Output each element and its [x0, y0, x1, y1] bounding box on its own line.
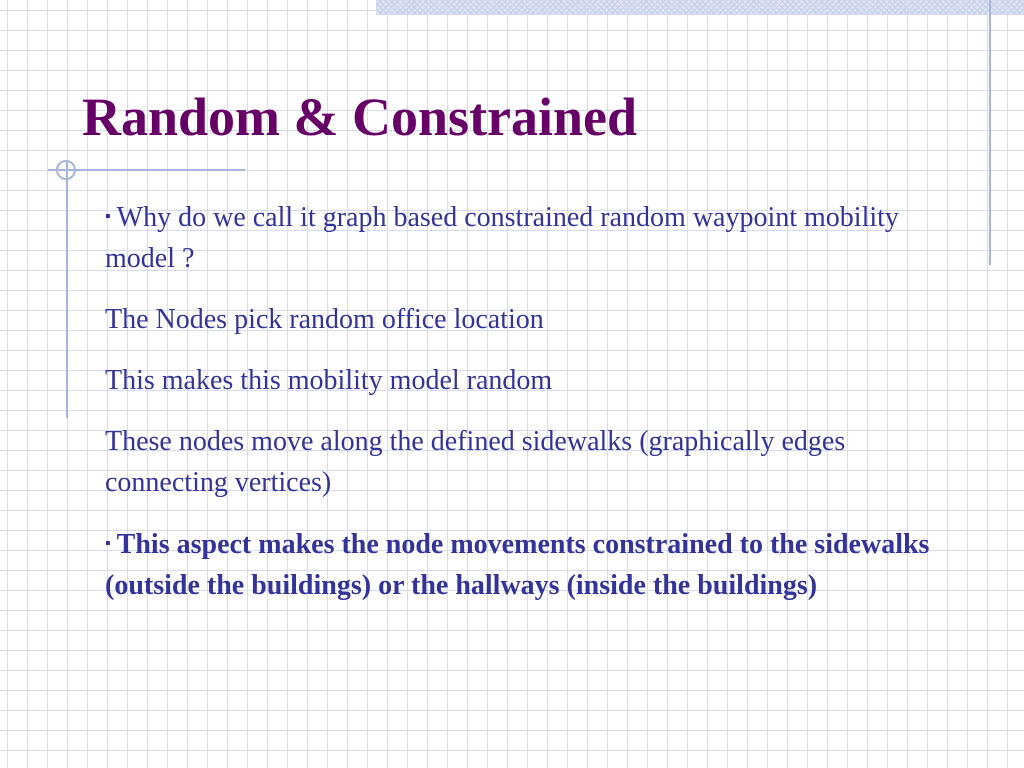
square-bullet-icon: ▪ — [105, 208, 111, 225]
right-vertical-rule — [989, 0, 991, 265]
title-underline-rule — [48, 169, 245, 171]
circle-ornament — [56, 160, 76, 180]
paragraph-nodes-pick — [105, 299, 975, 340]
paragraph-text: These nodes move along the defined sidewalks (graphically edges connecting vertices) — [105, 426, 846, 498]
paragraph-why-graph-based — [105, 196, 975, 279]
paragraph-text: This makes this mobility model random — [105, 365, 553, 396]
paragraph-random — [105, 360, 975, 401]
left-vertical-rule — [66, 160, 68, 418]
paragraph-sidewalks — [105, 421, 975, 503]
slide-title: Random & Constrained — [82, 87, 638, 147]
paragraph-text: Why do we call it graph based constrained random waypoint mobility model ? — [105, 202, 899, 274]
paragraph-text: The Nodes pick random office location — [105, 304, 544, 335]
slide-body — [105, 196, 975, 626]
paragraph-text: This aspect makes the node movements constrained to the sidewalks (outside the buildings) or the hallways (inside the buildings) — [105, 529, 930, 601]
paragraph-constrained — [105, 523, 975, 606]
square-bullet-icon: ▪ — [105, 535, 111, 552]
top-decorative-band — [376, 0, 1024, 15]
